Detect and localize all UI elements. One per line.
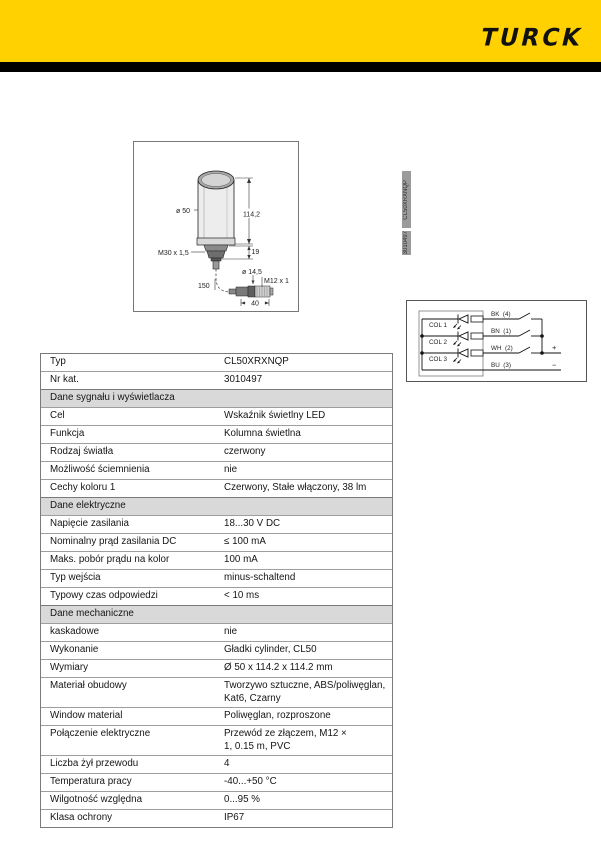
plus-terminal-label: +	[552, 343, 557, 352]
spec-label: Połączenie elektryczne	[50, 728, 151, 739]
spec-label: Materiał obudowy	[50, 680, 127, 691]
wiring-diagram-svg	[407, 301, 586, 381]
spec-label: Wilgotność względna	[50, 794, 143, 805]
spec-label: Maks. pobór prądu na kolor	[50, 554, 170, 565]
table-section-header	[41, 389, 392, 407]
spec-label: Temperatura pracy	[50, 776, 132, 787]
spec-value: minus-schaltend	[224, 572, 296, 583]
header-divider-bar	[0, 62, 601, 72]
cylinder-drawing	[134, 142, 298, 311]
spec-value: 0...95 %	[224, 794, 260, 805]
dim-height-114-label: 114,2	[243, 211, 260, 219]
table-row	[41, 425, 392, 443]
spec-label: Wykonanie	[50, 644, 99, 655]
spec-value: Ø 50 x 114.2 x 114.2 mm	[224, 662, 333, 673]
spec-label: Cel	[50, 410, 65, 421]
spec-value: ≤ 100 mA	[224, 536, 266, 547]
spec-value: Przewód ze złączem, M12 × 1, 0.15 m, PVC	[224, 728, 347, 752]
spec-value: 100 mA	[224, 554, 258, 565]
spec-value: < 10 ms	[224, 590, 260, 601]
spec-label: Window material	[50, 710, 123, 721]
section-title: Dane sygnału i wyświetlacza	[50, 392, 175, 403]
spec-value: Kolumna świetlna	[224, 428, 301, 439]
dim-40-label: 40	[251, 300, 259, 308]
table-row	[41, 371, 392, 389]
spec-value: Gładki cylinder, CL50	[224, 644, 317, 655]
wire-bu-label: BU (3)	[491, 362, 511, 369]
led-symbols	[458, 315, 468, 358]
table-row	[41, 407, 392, 425]
spec-label: Napięcie zasilania	[50, 518, 129, 529]
spec-value: Wskaźnik świetlny LED	[224, 410, 326, 421]
table-row	[41, 725, 392, 755]
table-row	[41, 809, 392, 827]
table-row	[41, 354, 392, 371]
table-row	[41, 569, 392, 587]
vertical-product-code-text: CL50XRXNQP	[402, 171, 411, 228]
spec-value: Poliwęglan, rozproszone	[224, 710, 331, 721]
spec-label: Typ	[50, 356, 66, 367]
dim-19-label: 19	[251, 249, 260, 256]
table-row	[41, 479, 392, 497]
table-row	[41, 515, 392, 533]
minus-terminal-label: −	[552, 360, 557, 370]
table-section-header	[41, 605, 392, 623]
dim-m30-thread-label: M30 x 1,5	[158, 250, 189, 257]
turck-logo: TURCK	[478, 24, 587, 52]
spec-value: nie	[224, 626, 238, 637]
spec-value: CL50XRXNQP	[224, 356, 289, 367]
table-section-header	[41, 497, 392, 515]
dim-m12-thread-label: M12 x 1	[264, 278, 289, 285]
cable-dashed-line	[216, 269, 229, 292]
table-row	[41, 461, 392, 479]
spec-value: Tworzywo sztuczne, ABS/poliwęglan, Kat6, Czarny	[224, 680, 386, 704]
spec-label: Możliwość ściemnienia	[50, 464, 150, 475]
vertical-catalog-number-text: 3010497	[403, 231, 409, 255]
section-title: Dane elektryczne	[50, 500, 126, 511]
table-row	[41, 755, 392, 773]
table-row	[41, 791, 392, 809]
wire-wh-label: WH (2)	[491, 345, 513, 352]
led-emission-arrowheads	[453, 326, 460, 364]
section-title: Dane mechaniczne	[50, 608, 134, 619]
spec-label: Funkcja	[50, 428, 85, 439]
spec-value: 3010497	[224, 374, 263, 385]
spec-label: Typ wejścia	[50, 572, 101, 583]
table-row	[41, 641, 392, 659]
table-row	[41, 707, 392, 725]
m12-connector-shape	[229, 286, 273, 297]
spec-value: IP67	[224, 812, 245, 823]
spec-value: Czerwony, Stałe włączony, 38 lm	[224, 482, 367, 493]
light-column-shape	[197, 171, 235, 269]
spec-label: Liczba żył przewodu	[50, 758, 139, 769]
wire-bn-label: BN (1)	[491, 328, 511, 335]
wire-bk-label: BK (4)	[491, 311, 511, 318]
table-row	[41, 773, 392, 791]
spec-label: Wymiary	[50, 662, 89, 673]
spec-label: Cechy koloru 1	[50, 482, 116, 493]
spec-label: Klasa ochrony	[50, 812, 113, 823]
table-row	[41, 533, 392, 551]
spec-value: 18...30 V DC	[224, 518, 281, 529]
spec-value: nie	[224, 464, 238, 475]
table-row	[41, 587, 392, 605]
spec-label: Typowy czas odpowiedzi	[50, 590, 158, 601]
dim-diameter-145-label: ø 14,5	[242, 269, 262, 276]
spec-label: Rodzaj światła	[50, 446, 114, 457]
table-row	[41, 677, 392, 707]
col1-label: COL 1	[429, 322, 447, 329]
spec-label: Nr kat.	[50, 374, 79, 385]
dim-diameter-50-label: ø 50	[176, 208, 191, 215]
dimension-arrows	[241, 178, 269, 305]
table-row	[41, 551, 392, 569]
dim-cable-150-label: 150	[198, 283, 210, 290]
col2-label: COL 2	[429, 339, 447, 346]
table-row	[41, 443, 392, 461]
spec-label: Nominalny prąd zasilania DC	[50, 536, 177, 547]
spec-value: -40...+50 °C	[224, 776, 277, 787]
col3-label: COL 3	[429, 356, 447, 363]
specification-table	[40, 353, 393, 828]
spec-label: kaskadowe	[50, 626, 100, 637]
resistor-symbols	[471, 316, 483, 356]
spec-value: 4	[224, 758, 230, 769]
product-dimension-drawing	[133, 141, 299, 312]
table-row	[41, 659, 392, 677]
wiring-diagram	[406, 300, 587, 382]
table-row	[41, 623, 392, 641]
spec-value: czerwony	[224, 446, 266, 457]
